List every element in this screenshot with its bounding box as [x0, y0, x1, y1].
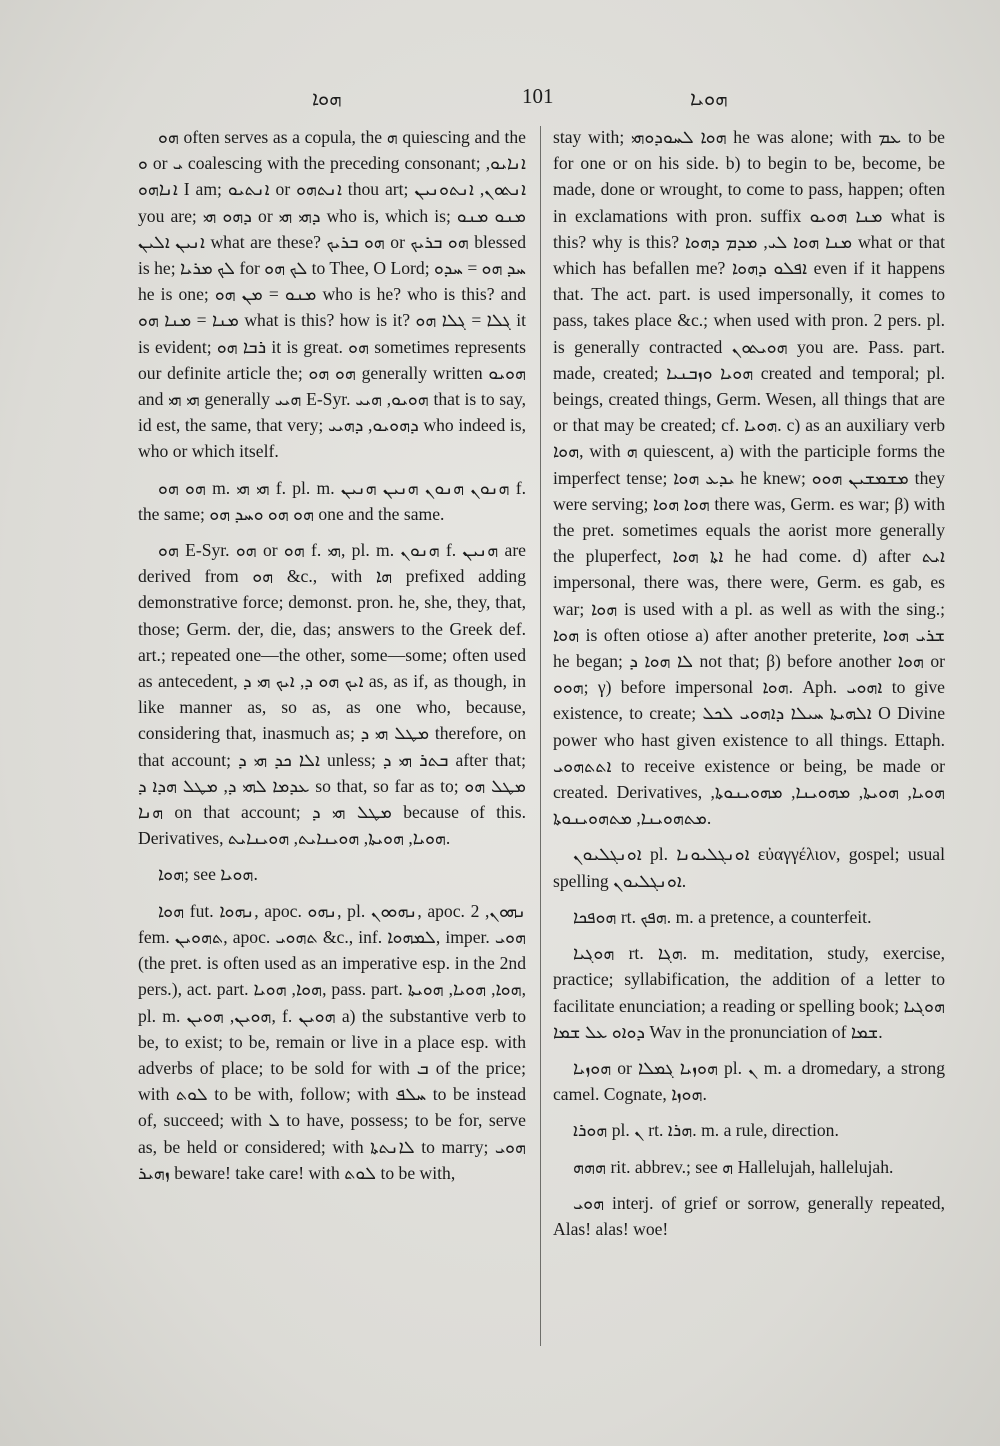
- left-column: [138, 124, 526, 1196]
- left-guide-word: ܗܘܐ: [312, 86, 342, 110]
- right-guide-word: ܗܘܝܐ: [690, 86, 728, 110]
- right-column: [553, 124, 945, 1252]
- entry-hallelujah: ܗܗܗ rit. abbrev.; see ܗ Hallelujah, hallelujah.: [573, 1156, 894, 1177]
- entry-meditation: ܗܘܓܝܐ rt. ܗܓܐ. m. meditation, study, exercise, practice; syllabification, the addition of a letter to facilitate enunciation; a reading or spelling book; ܗܘܓܝܐ ܕܘܐܘ ܥܠ ܫܡܐ Wav in the pronunciation of ܫܡܐ.: [553, 943, 945, 1042]
- page-number: 101: [522, 84, 554, 108]
- entry-pretence: ܗܘܦܟܐ rt. ܗܦܟ. m. a pretence, a counterfeit.: [573, 906, 872, 927]
- entry-gospel: ܐܘܢܓܠܝܘܢ pl. ܐܘܢܓܠܝܘܢܐ εὐαγγέλιον, gospel; usual spelling ܐܘܢܓܠܝܘܢ.: [553, 844, 945, 891]
- column-divider: [540, 126, 541, 1346]
- page-header: [0, 84, 1000, 114]
- entry-demonstrative-pronoun: ܗܘ E-Syr. ܗܘ or ܗܘ f. ܗܝ, pl. m. ܗܢܘܢ f. ܗܢܝܢ are derived from ܗܘ &c., with ܗܐ prefixed adding demonstrative force; demonst. pron. he, she, they, that, those; Germ. der, die, das; answers to the Greek def. art.; repeated one—the other, some—some; often used as antecedent, ܐܝܟ ܗܘ ܕ, ܐܝܟ ܗܝ ܕ as, as if, as though, in like manner as, so as, as one who, because, considering that, inasmuch as; ܡܛܠ ܗܝ ܕ therefore, on that account; ܐܠܐ ܟܕ ܗܝ ܕ unless; ܒܬܪ ܗܝ ܕ after that; ܥܕܡܐ ܠܗܝ ܕ, ܡܛܠ ܗܕܐ ܕ so that, so far as to; ܡܛܠ ܗܘ ܗܢܐ on that account; ܡܛܠ ܗܝ ܕ because of this. Derivatives, ܗܘܝܐ, ܗܘܝܬܐ, ܗܘܝܢܐܝܬ, ܗܘܝܢܐܝܬ.: [138, 540, 526, 849]
- entry-verb-to-be-continued: stay with; ܗܘܐ ܠܚܘܕܘܗܝ he was alone; with ܥܡ to be for one or on his side. b) to begin to be, become, be made, done or wrought, to come to pass, happen; often in exclamations with pron. suffix ܡܢܐ ܗܘܝܘ what is this? why is this? ܡܢܐ ܗܘܐ ܠܝ, ܡܕܡ ܕܗܘܐ what or that which has befallen me? ܐܦܠܘ ܕܗܘܐ even if it happens that. The act. part. is used impersonally, it comes to pass, takes place &c.; when used with pron. 2 pers. pl. is generally contracted ܗܘܝܬܘܢ you are. Pass. part. made, created; ܗܘܝܐ ܘܙܒܢܝܐ created and temporal; pl. beings, created things, Germ. Wesen, all things that are or that may be created; cf. ܗܘܝܐ. c) as an auxiliary verb ܗܘܐ, with ܗ quiescent, a) with the participle forms the imperfect tense; ܝܕܥ ܗܘܐ he knew; ܡܫܡܫܝܢ ܗܘܘ they were serving; ܗܘܐ ܗܘܐ there was, Germ. es war; β) with the pret. sometimes equals the aorist more generally the pluperfect, ܐܬܐ ܗܘܐ he had come. d) after ܐܝܬ impersonal, there was, there were, Germ. es gab, es war; ܗܘܐ is used with a pl. as well as with the sing.; ܗܘܐ is often otiose a) after another preterite, ܫܪܝ ܗܘܐ he began; ܠܐ ܗܘܐ ܕ not that; β) before another ܗܘܐ or ܗܘܘ; γ) before impersonal ܗܘܐ. Aph. ܐܗܘܝ to give existence, to create; ܐܠܗܝܬܐ ܚܝܠܐ ܕܐܗܘܝ ܠܟܠ O Divine power who hast given existence to all things. Ettaph. ܐܬܬܗܘܝ to receive existence or being, be made or created. Derivatives, ܗܘܝܐ, ܗܘܝܬܐ, ܡܗܘܝܢܐ, ܡܗܘܝܢܘܬܐ, ܡܬܗܘܝܢܐ, ܡܬܗܘܝܢܘܬܐ.: [553, 127, 946, 829]
- entry-see-reference: ܗܘܐ; see ܗܘܝܐ.: [158, 864, 258, 885]
- entry-rule: ܗܘܪܐ pl. ܢ rt. ܗܪܐ. m. a rule, direction.: [573, 1120, 839, 1141]
- entry-copula: ܗܘ often serves as a copula, the ܗ quiescing and the ܘ or ܝ coalescing with the preceding consonant; ܐܢܐܝܘ, ܐܢܐܗܘ I am; ܐܢܬܝܘ or ܐܢܬܗܘ thou art; ܐܢܬܘܢ, ܐܢܬܘܢܝܢ you are; ܕܗܘ ܗܝ or ܕܗܝ ܗܝ who is, which is; ܡܢܘ ܡܢܘ ܐܢܝܢ ܐܠܝܢ what are these? ܗܘ ܒܪܝܟ or ܗܘ ܒܪܝܟ blessed is he; ܠܟ ܡܪܝܐ for ܠܟ ܗܘ to Thee, O Lord; ܚܕ ܗܘ = ܚܕܘ he is one; ܡܢܘ = ܡܢ ܗܘ who is he? who is this? and ܡܢܐ = ܡܢܐ ܗܘ what is this? how is it? ܓܠܐ = ܓܠܐ ܗܘ it is evident; ܪܒܐ ܗܘ it is great. ܗܘ sometimes represents our definite article the; ܗܘ ܗܘ generally written ܗܘܝܘ and ܗܝ ܗܝ generally ܗܝܝ E-Syr. ܗܘܝܘ, ܗܝܝ that is to say, id est, the same, that very; ܕܗܘܝܘ, ܕܗܝܝ who indeed is, who or which itself.: [138, 127, 527, 462]
- entry-verb-to-be: ܗܘܐ fut. ܢܗܘܐ, apoc. ܢܗܘ, pl. ܢܗܘܘܢ, apoc. ܢܗܘܢ, 2 fem. ܬܗܘܝܢ, apoc. ܬܗܘܝ &c., inf. ܠܡܗܘܐ, imper. ܗܘܝ (the pret. is often used as an imperative esp. in the 2nd pers.), act. part. ܗܘܐ, ܗܘܝܐ, pass. part. ܗܘܐ, ܗܘܝܐ, ܗܘܝܬܐ, pl. m. ܗܘܝܢ, ܗܘܝܢ, f. ܗܘܝܢ a) the substantive verb to be, to exist; to be, remain or live in a place esp. with adverbs of place; to be sold for with ܒ of the price; with ܠܘܬ to be with, follow; with ܚܠܦ to be instead of, succeed; with ܠ to have, possess; to be for, serve as, be held or considered; with ܠܐܢܬܬܐ to marry; ܗܘܝ ܙܗܝܪ beware! take care! with ܠܘܬ to be with,: [138, 900, 527, 1183]
- entry-dromedary: ܗܘܙܝܐ or ܗܘܙܝܐ ܓܡܠܐ pl. ܢ m. a dromedary, a strong camel. Cognate, ܗܘܙܐ.: [553, 1057, 945, 1105]
- entry-the-same: ܗܘ ܗܘ m. ܗܝ ܗܝ f. pl. m. ܗܢܘܢ ܗܢܘܢ ܗܢܝܢ ܗܢܝܢ f. the same; ܗܘ ܗܘ ܘܚܕ ܗܘ one and the same.: [138, 477, 527, 524]
- entry-interjection: ܗܘܝ interj. of grief or sorrow, generally repeated, Alas! alas! woe!: [553, 1192, 945, 1239]
